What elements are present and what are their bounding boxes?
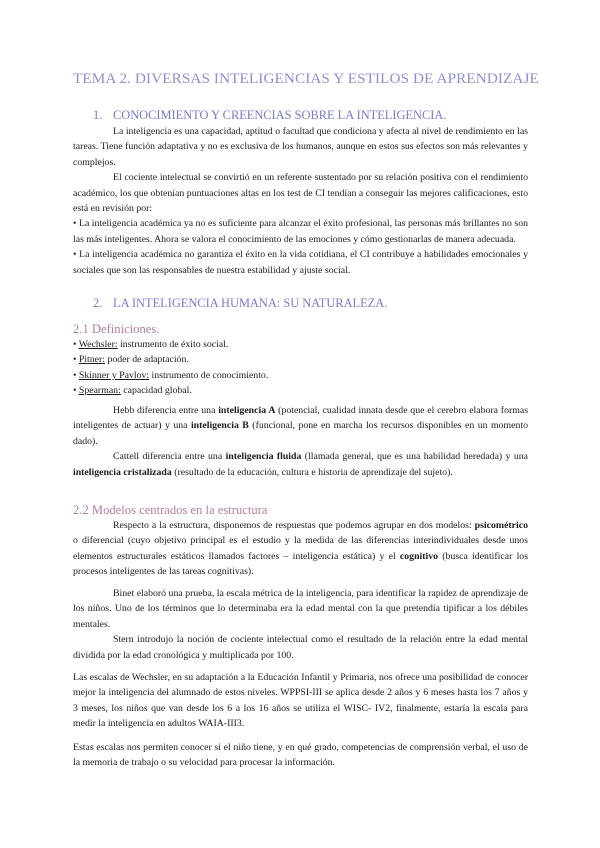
term-psychometric: psicométrico — [474, 520, 528, 531]
paragraph-wechsler-scales: Las escalas de Wechsler, en su adaptación a la Educación Infantil y Primaria, nos ofrece una posibilidad de conocer mejor la inteligencia del alumnado de estos niveles. WPPSI-III se aplica desde 2 años y 6 meses hasta los 7 años y 3 meses, los niños que van desde los 6 a los 16 años se utiliza el WISC- IV2, finalmente, estaría la escala para medir la inteligencia en adultos WAIA-III3. — [73, 672, 528, 730]
paragraph-iq-reference: El cociente intelectual se convirtió en un referente sustentado por su relación positiva con el rendimiento académico, los que obtenían puntuaciones altas en los test de CI tendían a conseguir las mejores calificaciones, esto está en revisión por: — [73, 172, 528, 215]
author-name: Pitner: — [78, 354, 106, 366]
text-run: (busca identificar los procesos inteligentes de las tareas cognitivas). — [73, 550, 529, 578]
definition-text: poder de adaptación. — [105, 354, 189, 366]
text-run: Hebb diferencia entre una — [113, 405, 219, 416]
paragraph-stern: Stern introdujo la noción de cociente intelectual como el resultado de la relación entre la edad mental dividida por la edad cronológica y multiplicada por 100. — [73, 634, 528, 661]
text-run: (funcional, pone en marcha los recursos disponibles en un momento dado). — [73, 420, 529, 447]
term-intelligence-b: inteligencia B — [190, 420, 249, 432]
wechsler-block — [73, 670, 528, 732]
section-1-body — [73, 124, 528, 278]
section-2-title: LA INTELIGENCIA HUMANA: SU NATURALEZA. — [113, 296, 388, 310]
list-item — [73, 337, 528, 352]
binet-stern-block — [73, 586, 528, 663]
subsection-2-1 — [73, 322, 528, 337]
paragraph-structure-models — [73, 518, 528, 580]
section-1-title: CONOCIMIENTO Y CREENCIAS SOBRE LA INTELIGENCIA. — [113, 108, 447, 122]
section-2 — [73, 296, 528, 311]
subsection-2-2-heading: 2.2 Modelos centrados en la estructura — [73, 503, 268, 517]
list-item — [73, 352, 528, 367]
definition-text: capacidad global. — [120, 385, 192, 397]
section-1-number: 1. — [93, 108, 103, 122]
bullet: • — [73, 354, 79, 366]
paragraph-cattell — [73, 449, 528, 480]
definitions-list-block — [73, 337, 528, 399]
paragraph-academic-intelligence-2: • La inteligencia académica no garantiza el éxito en la vida cotidiana, el CI contribuye a habilidades emocionales y sociales que son las responsables de nuestra estabilidad y ajuste social. — [73, 249, 528, 276]
bullet: • — [73, 385, 79, 397]
text-run: Respecto a la estructura, disponemos de respuestas que podemos agrupar en dos modelos: — [113, 520, 475, 531]
text-run: (resultado de la educación, cultura e historia de aprendizaje del sujeto). — [171, 466, 453, 478]
text-run: (llamada general, que es una habilidad heredada) y una — [301, 451, 529, 463]
term-cognitive: cognitivo — [399, 550, 439, 562]
author-name: Skinner y Pavlov: — [78, 369, 150, 381]
section-2-heading — [73, 296, 528, 311]
author-name: Wechsler: — [78, 339, 118, 350]
structure-models-block — [73, 518, 528, 580]
list-item — [73, 368, 528, 383]
bullet: • — [73, 339, 79, 350]
section-1 — [73, 108, 528, 123]
paragraph-hebb — [73, 403, 528, 449]
definitions-list — [73, 337, 528, 399]
list-item — [73, 383, 528, 398]
paragraph-scales-competencies: Estas escalas nos permiten conocer si el niño tiene, y en qué grado, competencias de comprensión verbal, el uso de la memoria de trabajo o su velocidad para procesar la información. — [73, 742, 528, 769]
paragraph-binet: Binet elaboró una prueba, la escala métrica de la inteligencia, para identificar la rapidez de aprendizaje de los niños. Uno de los términos que lo determinaba era la edad mental con la que pretendía tipificar a los débiles mentales. — [73, 588, 528, 630]
text-run: Cattell diferencia entre una — [113, 451, 226, 463]
term-crystallized-intelligence: inteligencia cristalizada — [73, 466, 172, 478]
term-fluid-intelligence: inteligencia fluida — [225, 451, 302, 463]
definition-text: instrumento de éxito social. — [117, 339, 229, 350]
definition-text: instrumento de conocimiento. — [149, 369, 269, 381]
text-run: (potencial, cualidad innata desde que el cerebro elabora formas inteligentes de actuar) y una — [73, 405, 529, 432]
author-name: Spearman: — [78, 385, 121, 397]
bullet: • — [73, 369, 79, 381]
term-intelligence-a: inteligencia A — [218, 405, 276, 416]
subsection-2-1-heading: 2.1 Definiciones. — [73, 322, 160, 336]
section-1-heading — [73, 108, 528, 123]
paragraph-intelligence-definition: La inteligencia es una capacidad, aptitud o facultad que condiciona y afecta al nivel de rendimiento en las tareas. Tiene función adaptativa y no es exclusiva de los humanos, aunque en estos sus efectos son más relevantes y complejos. — [73, 126, 528, 168]
page-title: TEMA 2. DIVERSAS INTELIGENCIAS Y ESTILOS DE APRENDIZAJE — [73, 70, 539, 87]
subsection-2-2 — [73, 503, 528, 518]
paragraph-academic-intelligence-1: • La inteligencia académica ya no es suficiente para alcanzar el éxito profesional, las personas más brillantes no son las más inteligentes. Ahora se valora el conocimiento de las emociones y cómo gestionarlas de manera adecuada. — [73, 218, 528, 245]
scales-block — [73, 740, 528, 771]
section-2-number: 2. — [93, 296, 103, 310]
text-run: o diferencial (cuyo objetivo principal es el estudio y la medida de las diferencias interindividuales desde unos elementos estructurales estáticos llamados factores – inteligencia estática) y el — [73, 535, 528, 562]
hebb-block — [73, 403, 528, 480]
